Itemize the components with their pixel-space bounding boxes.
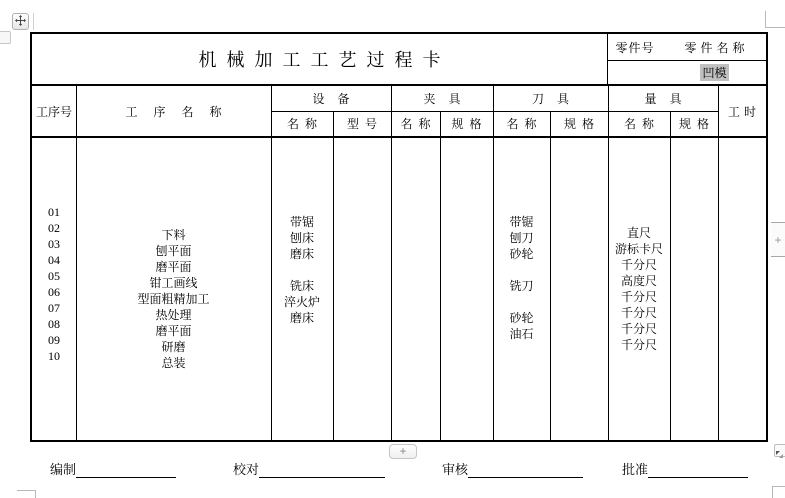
page-corner-mark-bottom-left [35, 490, 36, 498]
cell-text-line: 游标卡尺 [614, 242, 663, 256]
cell-text-line: 千分尺 [620, 306, 657, 320]
cell-text-line [493, 294, 550, 310]
table-resize-handle[interactable] [774, 444, 785, 457]
left-edge-widget[interactable] [0, 31, 11, 44]
cell-text-line: 高度尺 [620, 274, 657, 288]
footer-compiled-by[interactable] [50, 459, 176, 478]
footer-label: 批准 [622, 462, 649, 477]
work-hours-cell[interactable] [718, 138, 766, 440]
cell-text-line: 总装 [161, 356, 186, 370]
signature-line[interactable] [648, 464, 748, 478]
cell-text-line: 磨平面 [155, 324, 192, 338]
header-process-name[interactable]: 工序名称 [125, 104, 238, 119]
cell-text-line: 刨平面 [155, 244, 192, 258]
signature-line[interactable] [259, 464, 385, 478]
footer-label: 校对 [233, 462, 260, 477]
right-edge-plus-widget[interactable]: + [771, 222, 785, 257]
header-equipment-model[interactable]: 型号 [346, 117, 383, 131]
cell-text-line: 09 [48, 333, 60, 347]
cell-text-line: 磨平面 [155, 260, 192, 274]
cell-text-line: 千分尺 [620, 322, 657, 336]
part-name-value-cell[interactable] [663, 60, 766, 84]
cell-text-line: 带锯 [289, 215, 314, 229]
insert-row-button[interactable]: + [389, 444, 417, 459]
cell-text-line: 07 [48, 301, 60, 315]
process-card-table [30, 32, 768, 442]
cell-text-line: 10 [48, 349, 60, 363]
cell-text-line: 型面粗精加工 [137, 292, 210, 306]
signature-line[interactable] [76, 464, 176, 478]
header-fixture-name[interactable]: 名称 [400, 117, 437, 131]
move-cross-icon [15, 13, 26, 31]
cell-text-line: 带锯 [509, 215, 534, 229]
header-gauge[interactable]: 量具 [644, 92, 695, 106]
signature-line[interactable] [468, 464, 583, 478]
cell-text-line: 04 [48, 253, 60, 267]
process-name-cell[interactable] [76, 138, 271, 440]
cell-text-line: 油石 [509, 327, 534, 341]
header-tool-name[interactable]: 名称 [506, 117, 543, 131]
cell-text-line: 直尺 [626, 226, 651, 240]
cell-text-line: 磨床 [289, 311, 314, 325]
gauge-spec-cell[interactable] [670, 138, 718, 440]
cell-text-line: 淬火炉 [283, 295, 320, 309]
part-number-value-cell[interactable] [607, 60, 663, 84]
cell-text-line: 磨床 [289, 247, 314, 261]
cell-text-line: 铣刀 [509, 279, 534, 293]
cell-text-line: 刨床 [289, 231, 314, 245]
cell-text-line: 砂轮 [509, 311, 534, 325]
header-tool[interactable]: 刀具 [531, 92, 582, 106]
cell-text-line: 千分尺 [620, 290, 657, 304]
cell-text-line: 下料 [161, 228, 186, 242]
gauge-name-cell[interactable] [608, 138, 670, 440]
cell-text-line: 铣床 [289, 279, 314, 293]
header-gauge-spec[interactable]: 规格 [678, 117, 715, 131]
tool-name-cell[interactable] [493, 138, 550, 440]
diagonal-resize-icon [775, 445, 783, 463]
table-move-handle[interactable] [12, 13, 29, 30]
cell-text-line: 05 [48, 269, 60, 283]
text-cursor [33, 13, 34, 30]
card-title[interactable]: 机械加工工艺过程卡 [198, 50, 451, 70]
cell-text-line: 02 [48, 221, 60, 235]
header-equipment-name[interactable]: 名称 [286, 117, 323, 131]
footer-checked-by[interactable] [233, 459, 385, 478]
header-work-hours[interactable]: 工时 [727, 104, 760, 119]
cell-text-line: 热处理 [155, 308, 192, 322]
cell-text-line [271, 262, 333, 278]
header-fixture-spec[interactable]: 规格 [451, 117, 488, 131]
footer-label: 审核 [442, 462, 469, 477]
footer-label: 编制 [50, 462, 77, 477]
selected-text[interactable]: 凹模 [702, 65, 727, 80]
cell-text-line: 研磨 [161, 340, 186, 354]
part-number-label[interactable]: 零件号 [615, 40, 655, 55]
process-number-cell[interactable] [32, 138, 76, 440]
cell-text-line: 砂轮 [509, 247, 534, 261]
tool-spec-cell[interactable] [550, 138, 608, 440]
page-corner-mark-top-right [765, 27, 785, 28]
cell-text-line: 08 [48, 317, 60, 331]
header-gauge-name[interactable]: 名称 [623, 117, 660, 131]
header-tool-spec[interactable]: 规格 [563, 117, 600, 131]
cell-text-line: 03 [48, 237, 60, 251]
cell-text-line: 01 [48, 205, 60, 219]
page-corner-mark-top-right [765, 11, 766, 27]
cell-text-line: 钳工画线 [149, 276, 198, 290]
equipment-model-cell[interactable] [333, 138, 391, 440]
footer-approved-by[interactable] [622, 459, 748, 478]
cell-text-line: 刨刀 [509, 231, 534, 245]
part-name-label[interactable]: 零件名称 [684, 40, 749, 55]
fixture-name-cell[interactable] [391, 138, 440, 440]
cell-text-line [493, 262, 550, 278]
cell-text-line: 06 [48, 285, 60, 299]
header-fixture[interactable]: 夹具 [423, 92, 474, 106]
header-equipment[interactable]: 设备 [312, 92, 363, 106]
equipment-name-cell[interactable] [271, 138, 333, 440]
cell-text-line: 千分尺 [620, 338, 657, 352]
page-corner-mark-bottom-left [17, 490, 35, 491]
page-corner-mark-bottom-right [772, 486, 785, 487]
header-process-number[interactable]: 工序号 [35, 104, 72, 119]
footer-reviewed-by[interactable] [442, 459, 583, 478]
page-corner-mark-bottom-right [772, 486, 773, 498]
cell-text-line: 千分尺 [620, 258, 657, 272]
fixture-spec-cell[interactable] [440, 138, 493, 440]
